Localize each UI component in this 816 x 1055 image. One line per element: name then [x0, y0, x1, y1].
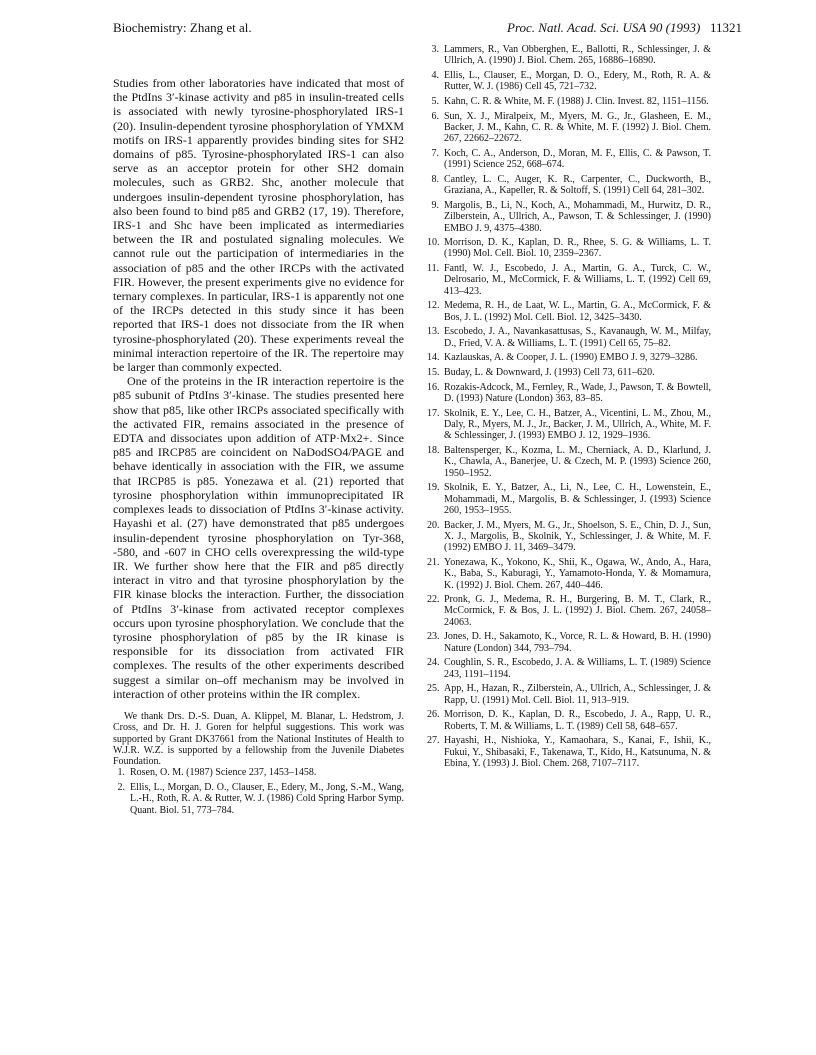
reference-text: Koch, C. A., Anderson, D., Moran, M. F., Ellis, C. & Pawson, T. (1991) Science 252, 668–674.: [444, 147, 711, 171]
reference-number: 23.: [427, 631, 440, 643]
reference-number: 15.: [427, 367, 440, 379]
reference-number: 26.: [427, 709, 440, 721]
reference-number: 10.: [427, 237, 440, 249]
reference-number: 1.: [117, 767, 125, 779]
reference-item: [427, 44, 711, 67]
reference-number: 11.: [427, 263, 440, 275]
reference-text: Ellis, L., Clauser, E., Morgan, D. O., Edery, M., Roth, R. A. & Rutter, W. J. (1986) Cell 45, 721–732.: [444, 69, 711, 93]
reference-item: [427, 408, 711, 442]
right-column: [427, 44, 711, 773]
reference-item: [113, 782, 404, 816]
reference-item: [427, 326, 711, 349]
reference-item: [427, 520, 711, 554]
reference-item: [427, 482, 711, 516]
reference-item: [113, 767, 404, 778]
reference-item: [427, 709, 711, 732]
reference-number: 9.: [431, 199, 439, 211]
reference-text: Rozakis-Adcock, M., Fernley, R., Wade, J., Pawson, T. & Bowtell, D. (1993) Nature (London) 363, 83–85.: [444, 381, 711, 405]
body-paragraph-2: One of the proteins in the IR interaction repertoire is the p85 subunit of PtdIns 3′-kinase. The studies presented here show that p85, like other IRCPs associated specifically with the activated FIR, remains associated in the presence of EDTA and dissociates upon addition of ATP·Mx2+. Since p85 and IRCP85 are coincident on NaDodSO4/PAGE and behave identically in association with the FIR, we assume that IRCP85 is p85. Yonezawa et al. (21) reported that tyrosine phosphorylation within immunoprecipitated IR complexes leads to dissociation of PtdIns 3′-kinase activity. Hayashi et al. (27) have demonstrated that p85 undergoes insulin-dependent tyrosine phosphorylation on Tyr-368, -580, and -607 in CHO cells overexpressing the wild-type IR. We further show here that the FIR and p85 directly interact in vitro and that tyrosine phosphorylation by the FIR kinase blocks the interaction. Further, the dissociation of PtdIns 3′-kinase from activated receptor complexes occurs upon tyrosine phosphorylation. We conclude that the tyrosine phosphorylation of p85 by the IR kinase is responsible for its dissociation from activated FIR complexes. The results of the other experiments described suggest a similar on–off mechanism may be involved in interaction of other proteins within the IR complex.: [113, 374, 404, 701]
reference-text: Yonezawa, K., Yokono, K., Shii, K., Ogawa, W., Ando, A., Hara, K., Baba, S., Kaburagi, Y., Yamamoto-Honda, Y. & Momamura, K. (1992) J. Biol. Chem. 267, 440–446.: [444, 556, 711, 591]
reference-number: 14.: [427, 352, 440, 364]
reference-item: [427, 70, 711, 93]
reference-number: 25.: [427, 683, 440, 695]
reference-text: Baltensperger, K., Kozma, L. M., Cherniack, A. D., Klarlund, J. K., Chawla, A., Banerjee, U. & Czech, M. P. (1993) Science 260, 1950–1952.: [444, 445, 711, 479]
reference-item: [427, 557, 711, 591]
reference-text: Skolnik, E. Y., Lee, C. H., Batzer, A., Vicentini, L. M., Zhou, M., Daly, R., Myers, M. J., Jr., Backer, J. M., Ullrich, A., White, M. F. & Schlessinger, J. (1993) EMBO J. 12, 1929–1936.: [444, 407, 711, 442]
reference-item: [427, 148, 711, 171]
reference-text: App, H., Hazan, R., Zilberstein, A., Ullrich, A., Schlessinger, J. & Rapp, U. (1991) Mol. Cell. Biol. 11, 913–919.: [444, 683, 711, 706]
reference-text: Sun, X. J., Miralpeix, M., Myers, M. G., Jr., Glasheen, E. M., Backer, J. M., Kahn, C. R. & White, M. F. (1992) J. Biol. Chem. 267, 22662–22672.: [444, 110, 711, 145]
reference-item: [427, 631, 711, 654]
reference-text: Cantley, L. C., Auger, K. R., Carpenter, C., Duckworth, B., Graziana, A., Kapeller, R. & Soltoff, S. (1991) Cell 64, 281–302.: [444, 173, 711, 197]
reference-number: 12.: [427, 300, 440, 312]
reference-number: 19.: [427, 482, 440, 494]
reference-text: Escobedo, J. A., Navankasattusas, S., Kavanaugh, W. M., Milfay, D., Fried, V. A. & Williams, L. T. (1991) Cell 65, 75–82.: [444, 326, 711, 349]
reference-number: 13.: [427, 326, 440, 338]
acknowledgment: We thank Drs. D.-S. Duan, A. Klippel, M. Blanar, L. Hedstrom, J. Cross, and Dr. H. J. Goren for helpful suggestions. This work was supported by Grant DK37661 from the National Institutes of Health to W.J.R. W.Z. is supported by a fellowship from the Juvenile Diabetes Foundation.: [113, 710, 404, 768]
reference-item: [427, 300, 711, 323]
reference-text: Coughlin, S. R., Escobedo, J. A. & Williams, L. T. (1989) Science 243, 1191–1194.: [444, 657, 711, 680]
reference-item: [427, 352, 711, 363]
reference-item: [427, 237, 711, 260]
reference-number: 18.: [427, 445, 440, 457]
reference-text: Margolis, B., Li, N., Koch, A., Mohammadi, M., Hurwitz, D. R., Zilberstein, A., Ullrich, A., Pawson, T. & Schlessinger, J. (1990) EMBO J. 9, 4375–4380.: [444, 199, 711, 234]
reference-item: [427, 200, 711, 234]
reference-item: [427, 594, 711, 628]
reference-number: 17.: [427, 407, 440, 419]
reference-item: [427, 657, 711, 680]
reference-item: [427, 445, 711, 479]
reference-text: Fantl, W. J., Escobedo, J. A., Martin, G. A., Turck, C. W., Delrosario, M., McCormick, F. & Williams, L. T. (1992) Cell 69, 413–423.: [444, 263, 711, 297]
reference-number: 3.: [431, 44, 439, 55]
reference-item: [427, 96, 711, 107]
reference-text: Buday, L. & Downward, J. (1993) Cell 73, 611–620.: [444, 367, 655, 379]
left-column: [113, 76, 404, 819]
reference-number: 22.: [427, 594, 440, 606]
reference-number: 20.: [427, 519, 440, 531]
page-number: 11321: [710, 20, 743, 35]
reference-text: Medema, R. H., de Laat, W. L., Martin, G. A., McCormick, F. & Bos, J. L. (1992) Mol. Cell. Biol. 12, 3425–3430.: [444, 300, 711, 323]
reference-item: [427, 735, 711, 769]
reference-list-right: [427, 44, 711, 769]
reference-text: Lammers, R., Van Obberghen, E., Ballotti, R., Schlessinger, J. & Ullrich, A. (1990) J. Biol. Chem. 265, 16886–16890.: [444, 44, 711, 67]
reference-item: [427, 367, 711, 378]
reference-text: Pronk, G. J., Medema, R. H., Burgering, B. M. T., Clark, R., McCormick, F. & Bos, J. L. (1992) J. Biol. Chem. 267, 24058–24063.: [444, 594, 711, 628]
reference-text: Rosen, O. M. (1987) Science 237, 1453–1458.: [130, 767, 317, 779]
reference-number: 4.: [431, 69, 439, 81]
reference-number: 21.: [427, 556, 440, 568]
reference-text: Jones, D. H., Sakamoto, K., Vorce, R. L. & Howard, B. H. (1990) Nature (London) 344, 793–794.: [444, 631, 711, 654]
reference-item: [427, 263, 711, 297]
reference-number: 7.: [431, 147, 439, 159]
reference-item: [427, 382, 711, 405]
reference-number: 8.: [431, 173, 439, 185]
journal-citation: Proc. Natl. Acad. Sci. USA 90 (1993): [507, 20, 701, 35]
running-header-left: Biochemistry: Zhang et al.: [113, 20, 252, 35]
reference-text: Backer, J. M., Myers, M. G., Jr., Shoelson, S. E., Chin, D. J., Sun, X. J., Margolis, B., Skolnik, Y., Schlessinger, J. & White, M. F. (1992) EMBO J. 11, 3469–3479.: [444, 519, 711, 554]
reference-text: Kahn, C. R. & White, M. F. (1988) J. Clin. Invest. 82, 1151–1156.: [444, 95, 709, 107]
reference-item: [427, 111, 711, 145]
reference-number: 27.: [427, 735, 440, 747]
reference-text: Morrison, D. K., Kaplan, D. R., Escobedo, J. A., Rapp, U. R., Roberts, T. M. & Williams, L. T. (1989) Cell 58, 648–657.: [444, 709, 711, 732]
reference-text: Morrison, D. K., Kaplan, D. R., Rhee, S. G. & Williams, L. T. (1990) Mol. Cell. Biol. 10, 2359–2367.: [444, 237, 711, 260]
reference-text: Hayashi, H., Nishioka, Y., Kamaohara, S., Kanai, F., Ishii, K., Fukui, Y., Shibasaki, F., Takenawa, T., Kido, H., Katsunuma, N. & Ebina, Y. (1993) J. Biol. Chem. 268, 7107–7117.: [444, 735, 711, 769]
reference-number: 24.: [427, 657, 440, 669]
reference-number: 6.: [431, 110, 439, 122]
reference-item: [427, 683, 711, 706]
reference-number: 2.: [117, 782, 125, 794]
reference-number: 5.: [431, 95, 439, 107]
reference-text: Skolnik, E. Y., Batzer, A., Li, N., Lee, C. H., Lowenstein, E., Mohammadi, M., Margolis, B. & Schlessinger, J. (1993) Science 260, 1953–1955.: [444, 482, 711, 516]
reference-list-left: [113, 767, 404, 816]
reference-number: 16.: [427, 381, 440, 393]
reference-item: [427, 174, 711, 197]
reference-text: Kazlauskas, A. & Cooper, J. L. (1990) EMBO J. 9, 3279–3286.: [444, 352, 698, 364]
reference-text: Ellis, L., Morgan, D. O., Clauser, E., Edery, M., Jong, S.-M., Wang, L.-H., Roth, R. A. & Rutter, W. J. (1986) Cold Spring Harbor Symp. Quant. Biol. 51, 773–784.: [130, 782, 404, 816]
running-header-journal: [507, 20, 705, 36]
body-paragraph-1: Studies from other laboratories have indicated that most of the PtdIns 3′-kinase activity and p85 in insulin-treated cells is associated with newly tyrosine-phosphorylated IRS-1 (20). Insulin-dependent tyrosine phosphorylation of YMXM motifs on IRS-1 apparently provides binding sites for SH2 domains of p85. Tyrosine-phosphorylated IRS-1 can also serve as an acceptor protein for other SH2 domain molecules, such as GRB2. Shc, another molecule that undergoes insulin-dependent tyrosine phosphorylation, has also been found to bind p85 and GRB2 (17, 19). Therefore, IRS-1 and Shc have been implicated as intermediaries between the IR and postulated signaling molecules. We cannot rule out the participation of intermediaries in the association of p85 and the other IRCPs with the activated FIR. However, the present experiments give no evidence for ternary complexes. In particular, IRS-1 is apparently not one of the IRCPs detected in this study since it has been reported that IRS-1 does not dissociate from the IR when tyrosine-phosphorylated (20). These experiments reveal the minimal interaction repertoire of the IR. The repertoire may be larger than commonly expected.: [113, 76, 404, 375]
